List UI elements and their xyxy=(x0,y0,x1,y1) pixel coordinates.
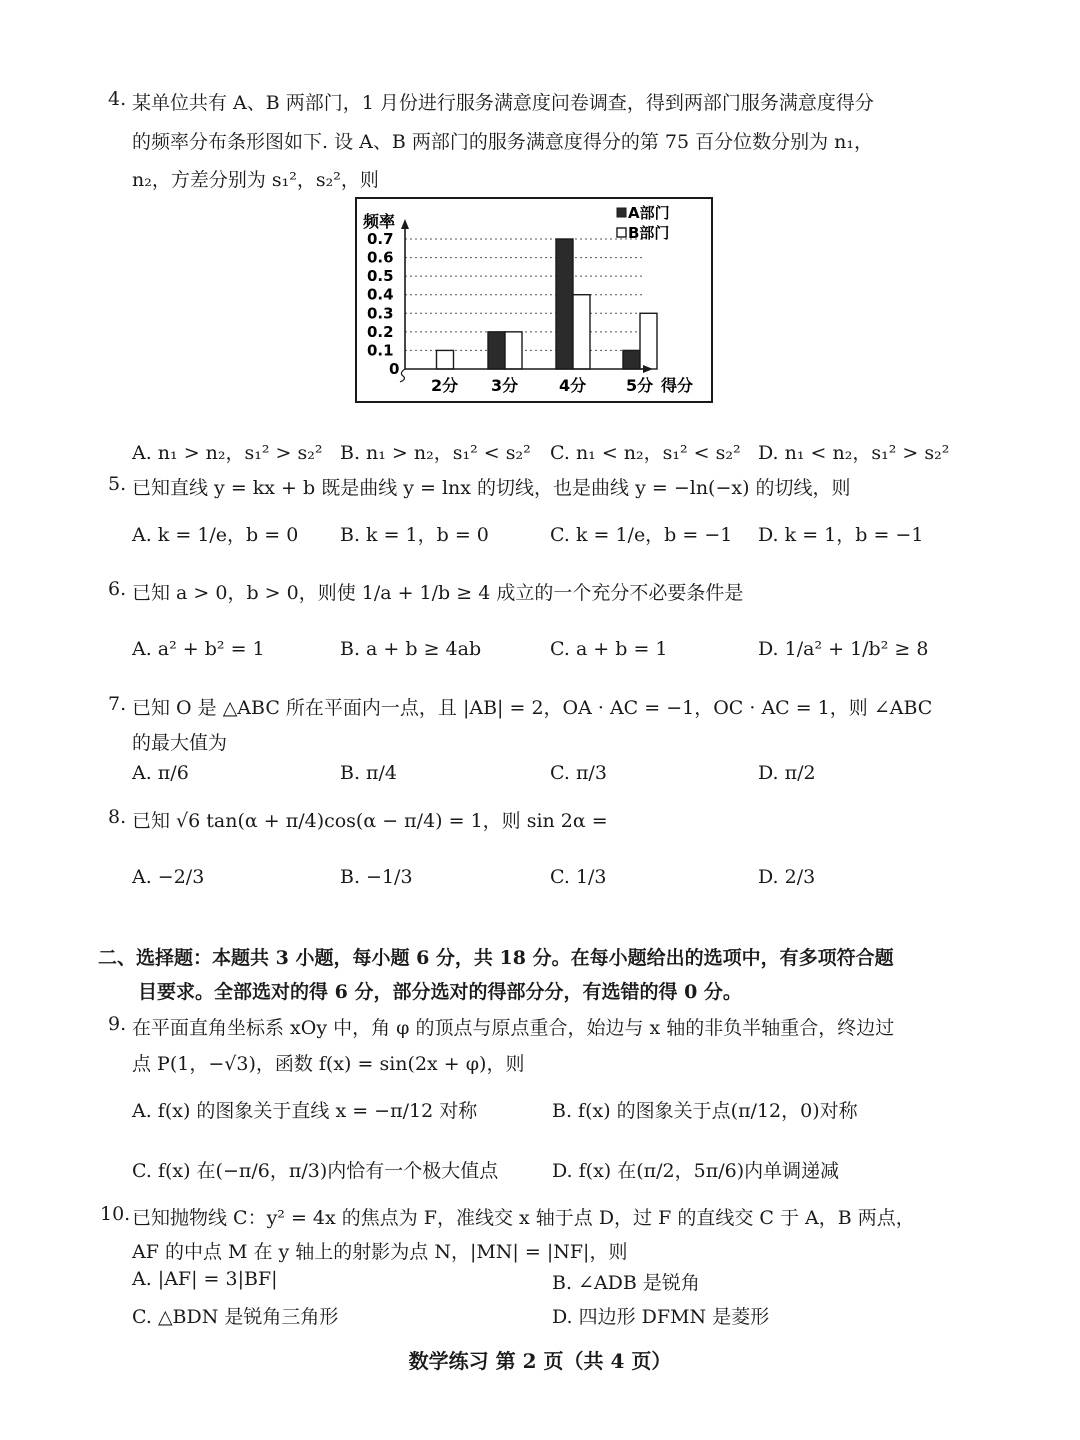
q6-option-c[interactable]: C. a + b = 1 xyxy=(550,638,668,660)
q4-option-d[interactable]: D. n₁ < n₂，s₁² > s₂² xyxy=(758,442,950,464)
bar-a-5 xyxy=(623,350,640,369)
q7-option-a[interactable]: A. π/6 xyxy=(132,762,189,784)
legend-label-b: B部门 xyxy=(628,224,670,242)
q6-option-a[interactable]: A. a² + b² = 1 xyxy=(132,638,265,660)
x-tick-label: 3分 xyxy=(491,376,519,395)
q8-option-a[interactable]: A. −2/3 xyxy=(132,866,205,888)
q8-number: 8. xyxy=(108,806,127,828)
q7-number: 7. xyxy=(108,693,127,715)
q7-option-d[interactable]: D. π/2 xyxy=(758,762,816,784)
y-axis-label: 频率 xyxy=(363,212,396,231)
section2-heading-line2: 目要求。全部选对的得 6 分，部分选对的得部分分，有选错的得 0 分。 xyxy=(138,981,742,1003)
bar-a-4 xyxy=(556,239,573,369)
q10-option-a[interactable]: A. |AF| = 3|BF| xyxy=(132,1268,278,1290)
page-footer: 数学练习 第 2 页（共 4 页） xyxy=(408,1349,672,1373)
q4-line3: n₂，方差分别为 s₁²，s₂²，则 xyxy=(132,169,379,191)
y-tick-label: 0.3 xyxy=(367,304,394,323)
q9-option-a[interactable]: A. f(x) 的图象关于直线 x = −π/12 对称 xyxy=(132,1100,478,1122)
q6-option-d[interactable]: D. 1/a² + 1/b² ≥ 8 xyxy=(758,638,929,660)
bar-b-5 xyxy=(640,313,657,369)
q9-option-d[interactable]: D. f(x) 在(π/2，5π/6)内单调递减 xyxy=(552,1160,840,1182)
x-tick-label: 2分 xyxy=(431,376,459,395)
q8-option-c[interactable]: C. 1/3 xyxy=(550,866,607,888)
x-tick-label: 5分 xyxy=(626,376,654,395)
bar-b-2 xyxy=(437,350,454,369)
q7-option-c[interactable]: C. π/3 xyxy=(550,762,607,784)
q7-option-b[interactable]: B. π/4 xyxy=(340,762,398,784)
q8-option-d[interactable]: D. 2/3 xyxy=(758,866,816,888)
q6-number: 6. xyxy=(108,578,127,600)
q8-option-b[interactable]: B. −1/3 xyxy=(340,866,413,888)
y-tick-label: 0.5 xyxy=(367,267,394,286)
q4-line2: 的频率分布条形图如下. 设 A、B 两部门的服务满意度得分的第 75 百分位数分别为 n₁， xyxy=(132,131,873,153)
q8-text: 已知 √6 tan(α + π/4)cos(α − π/4) = 1，则 sin 2α = xyxy=(132,810,608,832)
y-tick-label: 0.6 xyxy=(367,248,394,267)
q5-option-d[interactable]: D. k = 1，b = −1 xyxy=(758,524,924,546)
q6-text: 已知 a > 0，b > 0，则使 1/a + 1/b ≥ 4 成立的一个充分不必要条件是 xyxy=(132,582,744,604)
y-tick-label: 0 xyxy=(389,360,400,378)
q4-option-c[interactable]: C. n₁ < n₂，s₁² < s₂² xyxy=(550,442,741,464)
q9-number: 9. xyxy=(108,1013,127,1035)
frequency-bar-chart xyxy=(355,197,713,403)
q6-option-b[interactable]: B. a + b ≥ 4ab xyxy=(340,638,482,660)
q10-option-c[interactable]: C. △BDN 是锐角三角形 xyxy=(132,1306,339,1328)
bar-b-4 xyxy=(573,295,590,369)
q5-option-c[interactable]: C. k = 1/e，b = −1 xyxy=(550,524,733,546)
q7-line1: 已知 O 是 △ABC 所在平面内一点，且 |AB| = 2，OA · AC = −1，OC · AC = 1，则 ∠ABC xyxy=(132,697,933,719)
bar-a-3 xyxy=(488,332,505,369)
x-tick-label: 4分 xyxy=(559,376,587,395)
section2-heading-line1: 二、选择题：本题共 3 小题，每小题 6 分，共 18 分。在每小题给出的选项中，有多项符合题 xyxy=(98,947,894,969)
q10-option-b[interactable]: B. ∠ADB 是锐角 xyxy=(552,1272,700,1294)
q5-option-a[interactable]: A. k = 1/e，b = 0 xyxy=(132,524,299,546)
q4-line1: 某单位共有 A、B 两部门，1 月份进行服务满意度问卷调查，得到两部门服务满意度得分 xyxy=(132,92,874,114)
q9-line2: 点 P(1，−√3)，函数 f(x) = sin(2x + φ)，则 xyxy=(132,1053,525,1075)
y-tick-label: 0.4 xyxy=(367,285,394,304)
q9-option-b[interactable]: B. f(x) 的图象关于点(π/12，0)对称 xyxy=(552,1100,858,1122)
q10-line2: AF 的中点 M 在 y 轴上的射影为点 N，|MN| = |NF|，则 xyxy=(132,1241,628,1263)
legend-swatch-a xyxy=(617,208,626,217)
q4-option-a[interactable]: A. n₁ > n₂，s₁² > s₂² xyxy=(132,442,323,464)
q10-number: 10. xyxy=(100,1203,131,1225)
chart-svg xyxy=(355,197,713,403)
x-axis-label: 得分 xyxy=(661,376,694,395)
y-tick-label: 0.2 xyxy=(367,322,394,341)
q5-text: 已知直线 y = kx + b 既是曲线 y = lnx 的切线，也是曲线 y = −ln(−x) 的切线，则 xyxy=(132,477,851,499)
q7-line2: 的最大值为 xyxy=(132,732,228,754)
q4-number: 4. xyxy=(108,88,127,110)
legend-swatch-b xyxy=(617,228,626,237)
y-tick-label: 0.1 xyxy=(367,341,394,360)
legend-label-a: A部门 xyxy=(628,204,670,222)
bar-b-3 xyxy=(505,332,522,369)
q9-option-c[interactable]: C. f(x) 在(−π/6，π/3)内恰有一个极大值点 xyxy=(132,1160,499,1182)
q5-option-b[interactable]: B. k = 1，b = 0 xyxy=(340,524,489,546)
y-tick-label: 0.7 xyxy=(367,230,394,248)
q10-line1: 已知抛物线 C：y² = 4x 的焦点为 F，准线交 x 轴于点 D，过 F 的直线交 C 于 A，B 两点， xyxy=(132,1207,915,1229)
q5-number: 5. xyxy=(108,473,127,495)
q9-line1: 在平面直角坐标系 xOy 中，角 φ 的顶点与原点重合，始边与 x 轴的非负半轴重合，终边过 xyxy=(132,1017,895,1039)
q4-option-b[interactable]: B. n₁ > n₂，s₁² < s₂² xyxy=(340,442,531,464)
q10-option-d[interactable]: D. 四边形 DFMN 是菱形 xyxy=(552,1306,770,1328)
